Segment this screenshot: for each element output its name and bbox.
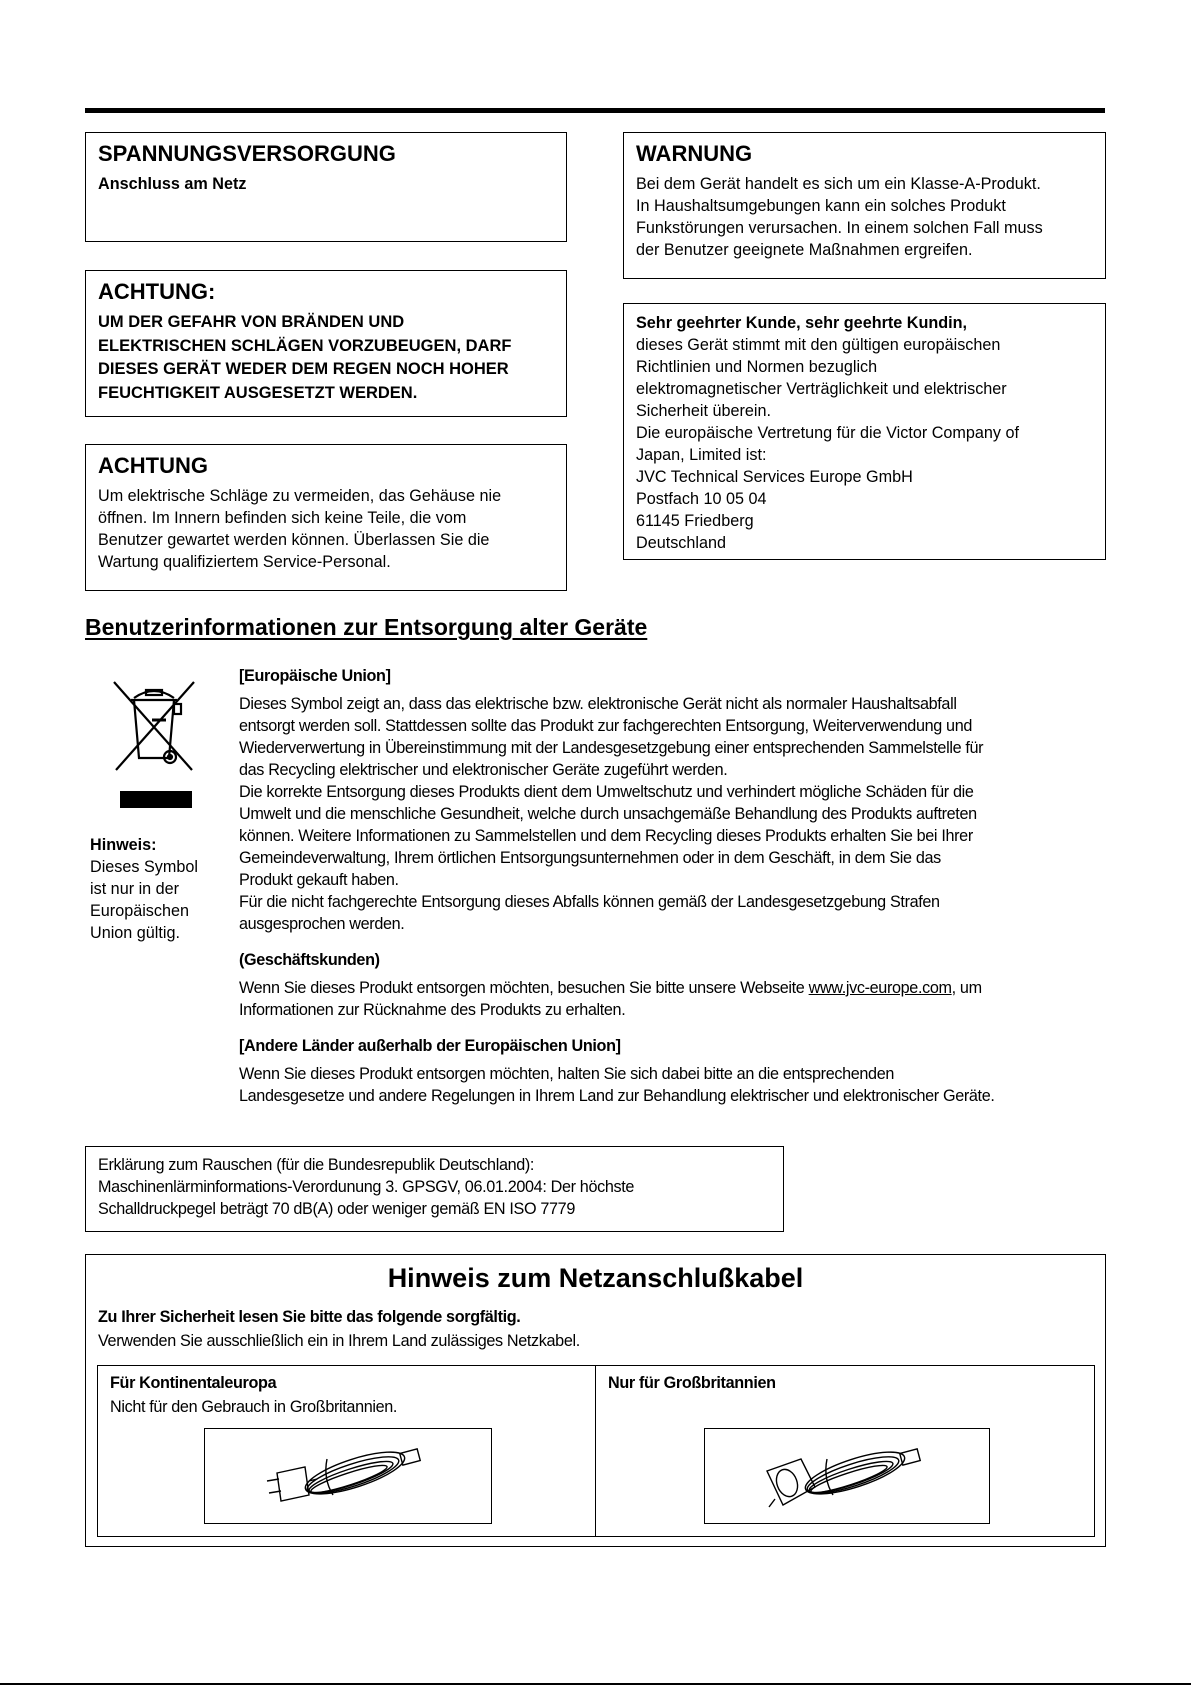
eu-disposal-line: ausgesprochen werden. xyxy=(239,915,405,933)
noise-line: Erklärung zum Rauschen (für die Bundesrepublik Deutschland): xyxy=(98,1156,535,1174)
customer-line: JVC Technical Services Europe GmbH xyxy=(636,468,913,486)
eu-only-note xyxy=(90,834,220,944)
customer-line: Postfach 10 05 04 xyxy=(636,490,767,508)
eu-disposal-line: Dieses Symbol zeigt an, dass das elektrische bzw. elektronische Gerät nicht als normaler Haushaltsabfall xyxy=(239,695,957,713)
customer-line: Die europäische Vertretung für die Victor Company of xyxy=(636,424,1020,442)
business-text: , um xyxy=(951,979,982,997)
caution-shock-line: Wartung qualifiziertem Service-Personal. xyxy=(98,553,391,571)
caution-fire-line: FEUCHTIGKEIT AUSGESETZT WERDEN. xyxy=(98,383,418,402)
eu-disposal-line: Für die nicht fachgerechte Entsorgung dieses Abfalls können gemäß der Landesgesetzgebung Strafen xyxy=(239,893,940,911)
power-supply-title: SPANNUNGSVERSORGUNG xyxy=(98,141,396,166)
other-countries-line: Wenn Sie dieses Produkt entsorgen möchten, halten Sie sich dabei bitte an die entsprechenden xyxy=(239,1065,895,1083)
caution-fire-line: UM DER GEFAHR VON BRÄNDEN UND xyxy=(98,313,405,331)
noise-line: Schalldruckpegel beträgt 70 dB(A) oder weniger gemäß EN ISO 7779 xyxy=(98,1200,575,1218)
warning-title: WARNUNG xyxy=(636,141,753,166)
warning-line: Bei dem Gerät handelt es sich um ein Klasse-A-Produkt. xyxy=(636,175,1041,193)
eu-only-note-line: Europäischen xyxy=(90,902,189,920)
customer-line: Deutschland xyxy=(636,534,726,552)
caution-fire-title: ACHTUNG: xyxy=(98,279,216,304)
customer-line: Richtlinien und Normen bezuglich xyxy=(636,358,878,376)
eu-only-note-line: ist nur in der xyxy=(90,880,180,898)
eu-disposal-line: Gemeindeverwaltung, Ihrem örtlichen Entsorgungsunternehmen oder in dem Geschäft, in dem Sie das xyxy=(239,849,941,867)
uk-power-cable-icon xyxy=(705,1429,989,1523)
weee-black-bar xyxy=(120,791,192,808)
eu-power-cable-image xyxy=(204,1428,492,1524)
power-cable-box xyxy=(85,1254,1106,1547)
eu-disposal-line: Wiederverwertung in Übereinstimmung mit der Landesgesetzgebung einer entsprechenden Sammelstelle für xyxy=(239,739,984,757)
warning-line: In Haushaltsumgebungen kann ein solches Produkt xyxy=(636,197,1006,215)
eu-only-note-title: Hinweis: xyxy=(90,836,157,854)
warning-line: Funkstörungen verursachen. In einem solchen Fall muss xyxy=(636,219,1043,237)
caution-shock-line: Um elektrische Schläge zu vermeiden, das Gehäuse nie xyxy=(98,487,502,505)
caution-fire-line: ELEKTRISCHEN SCHLÄGEN VORZUBEUGEN, DARF xyxy=(98,336,512,355)
power-supply-subtitle: Anschluss am Netz xyxy=(98,175,247,193)
caution-box-fire xyxy=(85,270,567,417)
jvc-europe-link[interactable]: www.jvc-europe.com xyxy=(808,979,952,997)
eu-disposal-line: Die korrekte Entsorgung dieses Produkts dient dem Umweltschutz und verhindert mögliche Schäden für die xyxy=(239,783,974,801)
eu-disposal-line: das Recycling elektrischer und elektronischer Geräte zugeführt werden. xyxy=(239,761,728,779)
power-supply-box xyxy=(85,132,567,242)
other-countries-title: [Andere Länder außerhalb der Europäischen Union] xyxy=(239,1037,621,1055)
caution-shock-title: ACHTUNG xyxy=(98,453,208,478)
business-line: Informationen zur Rücknahme des Produkts zu erhalten. xyxy=(239,1001,626,1019)
top-rule xyxy=(85,108,1105,113)
uk-power-cable-image xyxy=(704,1428,990,1524)
power-cable-instruction: Verwenden Sie ausschließlich ein in Ihrem Land zulässiges Netzkabel. xyxy=(98,1332,580,1350)
warning-line: der Benutzer geeignete Maßnahmen ergreifen. xyxy=(636,241,973,259)
customer-line: Sicherheit überein. xyxy=(636,402,771,420)
power-cable-safety: Zu Ihrer Sicherheit lesen Sie bitte das folgende sorgfältig. xyxy=(98,1308,521,1326)
customer-conformity-box xyxy=(623,303,1106,560)
uk-title: Nur für Großbritannien xyxy=(608,1374,776,1392)
other-countries-line: Landesgesetze und andere Regelungen in Ihrem Land zur Behandlung elektrischer und elektronischer Geräte. xyxy=(239,1087,995,1105)
continental-note: Nicht für den Gebrauch in Großbritannien. xyxy=(110,1398,398,1416)
eu-disposal-line: können. Weitere Informationen zu Sammelstellen und dem Recycling dieses Produkts erhalten Sie bei Ihrer xyxy=(239,827,973,845)
business-line xyxy=(239,977,1109,999)
eu-power-cable-icon xyxy=(205,1429,491,1523)
eu-disposal-line: entsorgt werden soll. Stattdessen sollte das Produkt zur fachgerechten Entsorgung, Weiterverwendung und xyxy=(239,717,973,735)
caution-shock-line: öffnen. Im Innern befinden sich keine Teile, die vom xyxy=(98,509,467,527)
eu-only-note-line: Union gültig. xyxy=(90,924,180,942)
eu-disposal-title: [Europäische Union] xyxy=(239,667,391,685)
customer-greeting: Sehr geehrter Kunde, sehr geehrte Kundin, xyxy=(636,314,968,332)
cable-table xyxy=(97,1365,1095,1537)
eu-only-note-line: Dieses Symbol xyxy=(90,858,198,876)
warning-box xyxy=(623,132,1106,279)
power-cable-title: Hinweis zum Netzanschlußkabel xyxy=(387,1263,804,1293)
disposal-heading: Benutzerinformationen zur Entsorgung alter Geräte xyxy=(85,614,648,640)
eu-disposal-line: Umwelt und die menschliche Gesundheit, welche durch unsachgemäße Behandlung des Produkts auftreten xyxy=(239,805,977,823)
crossed-out-wheelie-bin-icon xyxy=(108,676,200,776)
customer-line: 61145 Friedberg xyxy=(636,512,754,530)
eu-disposal-section xyxy=(239,665,1109,1107)
customer-line: dieses Gerät stimmt mit den gültigen europäischen xyxy=(636,336,1001,354)
customer-line: elektromagnetischer Verträglichkeit und elektrischer xyxy=(636,380,1007,398)
business-text: Wenn Sie dieses Produkt entsorgen möchten, besuchen Sie bitte unsere Webseite xyxy=(239,979,809,997)
business-title: (Geschäftskunden) xyxy=(239,951,380,969)
caution-shock-line: Benutzer gewartet werden können. Überlassen Sie die xyxy=(98,531,490,549)
eu-disposal-line: Produkt gekauft haben. xyxy=(239,871,399,889)
caution-box-shock xyxy=(85,444,567,591)
customer-line: Japan, Limited ist: xyxy=(636,446,767,464)
noise-line: Maschinenlärminformations-Verordunung 3. GPSGV, 06.01.2004: Der höchste xyxy=(98,1178,635,1196)
continental-title: Für Kontinentaleuropa xyxy=(110,1374,277,1392)
caution-fire-line: DIESES GERÄT WEDER DEM REGEN NOCH HOHER xyxy=(98,360,509,378)
noise-declaration-box xyxy=(85,1146,784,1232)
cable-table-divider xyxy=(595,1366,596,1536)
